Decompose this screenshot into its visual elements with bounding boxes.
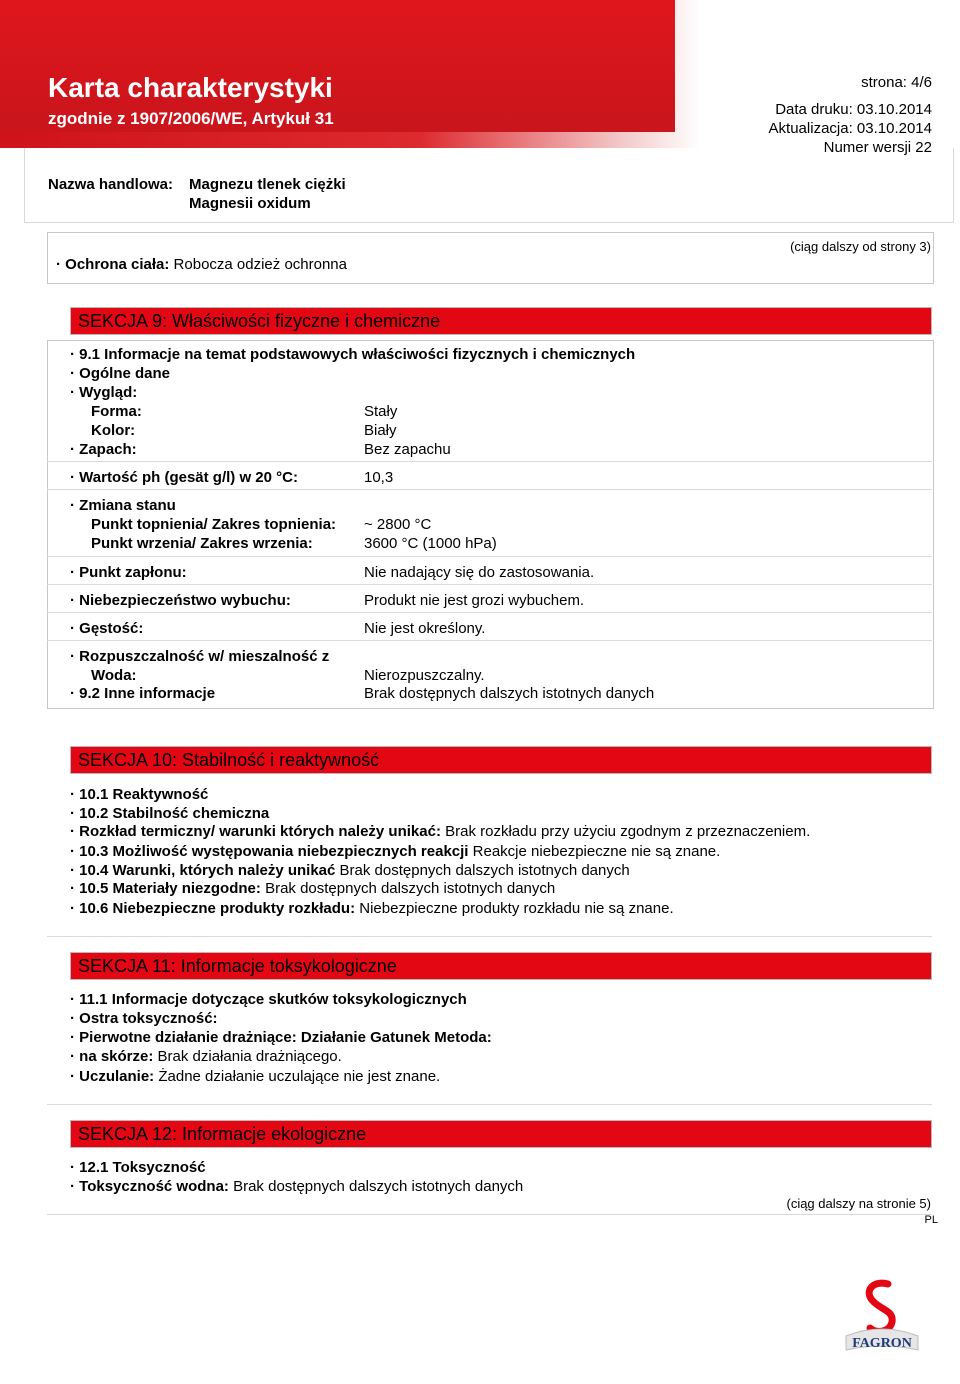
s10-decomposition [70,823,810,840]
trade-name-latin: Magnesii oxidum [189,195,311,212]
s10-hazardous-reactions-label: · 10.3 Możliwość występowania niebezpiecznych reakcji [70,843,469,860]
s9-other-label: · 9.2 Inne informacje [70,685,216,702]
trade-name-label: Nazwa handlowa: [48,176,174,193]
continued-from: (ciąg dalszy od strony 3) [790,239,931,254]
s10-reactivity: · 10.1 Reaktywność [70,786,209,803]
s9-divider-4 [47,584,932,585]
language-code: PL [924,1214,938,1226]
trade-name: Magnezu tlenek ciężki [189,176,346,193]
section-12-title: SEKCJA 12: Informacje ekologiczne [78,1124,367,1144]
s9-water-value: Nierozpuszczalny. [364,667,485,684]
s10-decomposition-products [70,900,674,917]
s9-appearance: · Wygląd: [70,384,138,401]
s9-flash-value: Nie nadający się do zastosowania. [364,564,595,581]
body-protection-label: · Ochrona ciała: [56,256,170,273]
s9-solubility-label: · Rozpuszczalność w/ mieszalność z [70,648,330,665]
s9-form-value: Stały [364,403,398,420]
s9-odor-value: Bez zapachu [364,441,451,458]
s9-form-label: Forma: [91,403,142,420]
print-date: Data druku: 03.10.2014 [775,101,932,118]
page-number: strona: 4/6 [861,74,932,91]
section-11-title: SEKCJA 11: Informacje toksykologiczne [78,956,397,976]
s9-boiling-value: 3600 °C (1000 hPa) [364,535,497,552]
s11-sensitization-value: Żadne działanie uczulające nie jest znane. [158,1068,441,1085]
s9-ph-value: 10,3 [364,469,394,486]
body-protection-value: Robocza odzież ochronna [173,256,347,273]
s11-sensitization-label: · Uczulanie: [70,1068,155,1085]
s9-general: · Ogólne dane [70,365,171,382]
frame-line-right [953,148,954,222]
s9-flash-label: · Punkt zapłonu: [70,564,187,581]
version-number: Numer wersji 22 [823,139,932,156]
s10-conditions [70,862,630,879]
s9-melting-label: Punkt topnienia/ Zakres topnienia: [91,516,337,533]
s9-other-value: Brak dostępnych dalszych istotnych danych [364,685,655,702]
s11-divider [47,1104,932,1105]
s10-hazardous-reactions-value: Reakcje niebezpieczne nie są znane. [472,843,721,860]
s12-aquatic [70,1178,523,1195]
s11-acute: · Ostra toksyczność: [70,1010,218,1027]
s9-water-label: Woda: [91,667,137,684]
s9-color-label: Kolor: [91,422,136,439]
s10-stability: · 10.2 Stabilność chemiczna [70,805,270,822]
s11-skin [70,1048,342,1065]
section-10-title: SEKCJA 10: Stabilność i reaktywność [78,750,380,770]
document-subtitle: zgodnie z 1907/2006/WE, Artykuł 31 [48,109,334,128]
s11-skin-label: · na skórze: [70,1048,154,1065]
frame-line-bottom [24,222,954,223]
s12-aquatic-value: Brak dostępnych dalszych istotnych danych [233,1178,524,1195]
s11-irritation: · Pierwotne działanie drażniące: Działanie Gatunek Metoda: [70,1029,492,1046]
s10-decomposition-products-label: · 10.6 Niebezpieczne produkty rozkładu: [70,900,356,917]
s9-divider-1 [47,461,932,462]
s10-decomposition-value: Brak rozkładu przy użyciu zgodnym z przeznaczeniem. [445,823,811,840]
s11-skin-value: Brak działania drażniącego. [157,1048,342,1065]
s9-melting-value: ~ 2800 °C [364,516,432,533]
s10-incompatible-value: Brak dostępnych dalszych istotnych danych [265,880,556,897]
s9-color-value: Biały [364,422,397,439]
logo-text: FAGRON [852,1336,912,1351]
frame-line-left [24,148,25,222]
s9-divider-3 [47,556,932,557]
s10-incompatible-label: · 10.5 Materiały niezgodne: [70,880,261,897]
s9-density-value: Nie jest określony. [364,620,486,637]
s10-decomposition-products-value: Niebezpieczne produkty rozkładu nie są znane. [359,900,674,917]
s9-explosion-value: Produkt nie jest grozi wybuchem. [364,592,585,609]
s11-sensitization [70,1068,440,1085]
update-date: Aktualizacja: 03.10.2014 [768,120,932,137]
s12-toxicity: · 12.1 Toksyczność [70,1159,206,1176]
s9-divider-2 [47,489,932,490]
footer-divider [47,1214,932,1215]
s9-state-change: · Zmiana stanu [70,497,176,514]
s9-divider-5 [47,612,932,613]
s10-hazardous-reactions [70,843,720,860]
s12-aquatic-label: · Toksyczność wodna: [70,1178,229,1195]
s9-divider-6 [47,640,932,641]
s11-info: · 11.1 Informacje dotyczące skutków toksykologicznych [70,991,467,1008]
s10-divider [47,936,932,937]
s9-heading: · 9.1 Informacje na temat podstawowych właściwości fizycznych i chemicznych [70,346,636,363]
s9-boiling-label: Punkt wrzenia/ Zakres wrzenia: [91,535,313,552]
section-9-title: SEKCJA 9: Właściwości fizyczne i chemiczne [78,311,441,331]
document-title: Karta charakterystyki [48,72,333,103]
s10-decomposition-label: · Rozkład termiczny/ warunki których należy unikać: [70,823,441,840]
s9-ph-label: · Wartość ph (gesät g/l) w 20 °C: [70,469,298,486]
continued-to: (ciąg dalszy na stronie 5) [786,1196,931,1211]
s10-conditions-value: Brak dostępnych dalszych istotnych danych [339,862,630,879]
fagron-logo-mark [836,1276,926,1366]
fagron-logo [836,1276,926,1366]
s9-density-label: · Gęstość: [70,620,144,637]
s9-explosion-label: · Niebezpieczeństwo wybuchu: [70,592,291,609]
s10-conditions-label: · 10.4 Warunki, których należy unikać [70,862,336,879]
body-protection [56,256,347,273]
s10-incompatible [70,880,555,897]
s9-odor-label: · Zapach: [70,441,137,458]
